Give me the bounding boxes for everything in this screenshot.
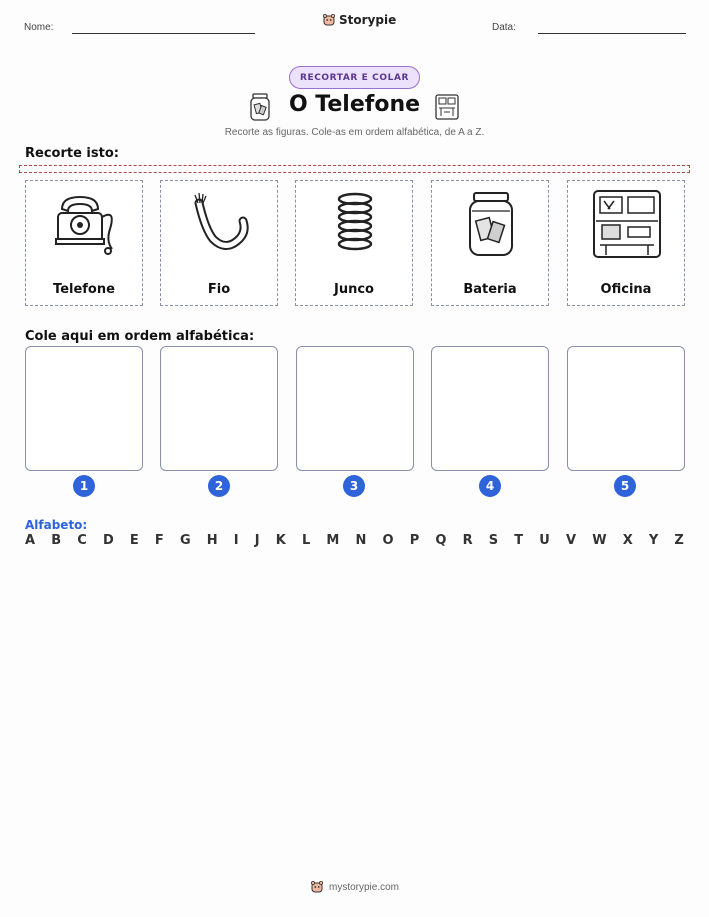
page-title: O Telefone	[288, 92, 421, 117]
activity-badge: RECORTAR E COLAR	[289, 66, 420, 89]
date-line	[538, 33, 686, 34]
alphabet-letter: M	[326, 533, 340, 548]
alphabet-letter: J	[254, 533, 260, 548]
paste-slot-1[interactable]	[25, 346, 143, 471]
slot-number-badge: 4	[479, 475, 501, 497]
alphabet-letter: N	[355, 533, 367, 548]
card-label: Fio	[207, 282, 231, 297]
card-label: Junco	[334, 282, 374, 297]
alphabet-letter: I	[233, 533, 239, 548]
alphabet-letter: L	[301, 533, 311, 548]
alphabet-letter: X	[622, 533, 633, 548]
paste-slot-5[interactable]	[567, 346, 685, 471]
paste-section-label: Cole aqui em ordem alfabética:	[25, 329, 255, 344]
brand-logo	[322, 13, 396, 27]
slot-number-badge: 5	[614, 475, 636, 497]
footer-url[interactable]: mystorypie.com	[328, 881, 399, 893]
cut-line	[19, 165, 690, 173]
alphabet-letter: C	[77, 533, 87, 548]
cut-card-junco[interactable]	[295, 180, 413, 306]
alphabet-letter: B	[51, 533, 62, 548]
card-label: Oficina	[600, 282, 652, 297]
cut-card-telefone[interactable]	[25, 180, 143, 306]
paste-slot-3[interactable]	[296, 346, 414, 471]
spring-icon	[320, 189, 390, 259]
cut-card-oficina[interactable]	[567, 180, 685, 306]
alphabet-row	[25, 533, 684, 548]
alphabet-letter: Y	[648, 533, 659, 548]
mascot-icon	[322, 13, 336, 27]
alphabet-letter: O	[382, 533, 394, 548]
footer	[0, 880, 709, 894]
alphabet-title: Alfabeto:	[25, 518, 88, 532]
alphabet-letter: V	[566, 533, 577, 548]
alphabet-letter: Z	[674, 533, 684, 548]
cut-card-bateria[interactable]	[431, 180, 549, 306]
alphabet-letter: U	[539, 533, 550, 548]
slot-number-badge: 3	[343, 475, 365, 497]
alphabet-letter: P	[409, 533, 420, 548]
cut-card-fio[interactable]	[160, 180, 278, 306]
alphabet-letter: E	[129, 533, 139, 548]
name-line	[72, 33, 255, 34]
alphabet-letter: A	[25, 533, 36, 548]
slot-number-badge: 1	[73, 475, 95, 497]
alphabet-letter: F	[154, 533, 164, 548]
battery-jar-icon	[456, 189, 526, 259]
alphabet-letter: S	[488, 533, 499, 548]
alphabet-letter: D	[102, 533, 114, 548]
wire-icon	[185, 189, 255, 259]
brand-name: Storypie	[339, 13, 397, 27]
mascot-icon	[310, 880, 324, 894]
workshop-icon	[592, 189, 662, 259]
name-label: Nome:	[24, 22, 54, 33]
card-label: Telefone	[53, 282, 115, 297]
paste-slot-2[interactable]	[160, 346, 278, 471]
instructions: Recorte as figuras. Cole-as em ordem alfabética, de A a Z.	[224, 127, 485, 138]
alphabet-letter: R	[462, 533, 473, 548]
alphabet-letter: W	[592, 533, 607, 548]
telephone-icon	[50, 189, 120, 259]
alphabet-letter: T	[514, 533, 524, 548]
cut-section-label: Recorte isto:	[25, 146, 119, 161]
alphabet-letter: K	[275, 533, 286, 548]
card-label: Bateria	[463, 282, 517, 297]
alphabet-letter: Q	[435, 533, 447, 548]
alphabet-letter: G	[179, 533, 191, 548]
workshop-icon	[434, 92, 460, 122]
alphabet-letter: H	[206, 533, 218, 548]
paste-slot-4[interactable]	[431, 346, 549, 471]
slot-number-badge: 2	[208, 475, 230, 497]
date-label: Data:	[492, 22, 516, 33]
